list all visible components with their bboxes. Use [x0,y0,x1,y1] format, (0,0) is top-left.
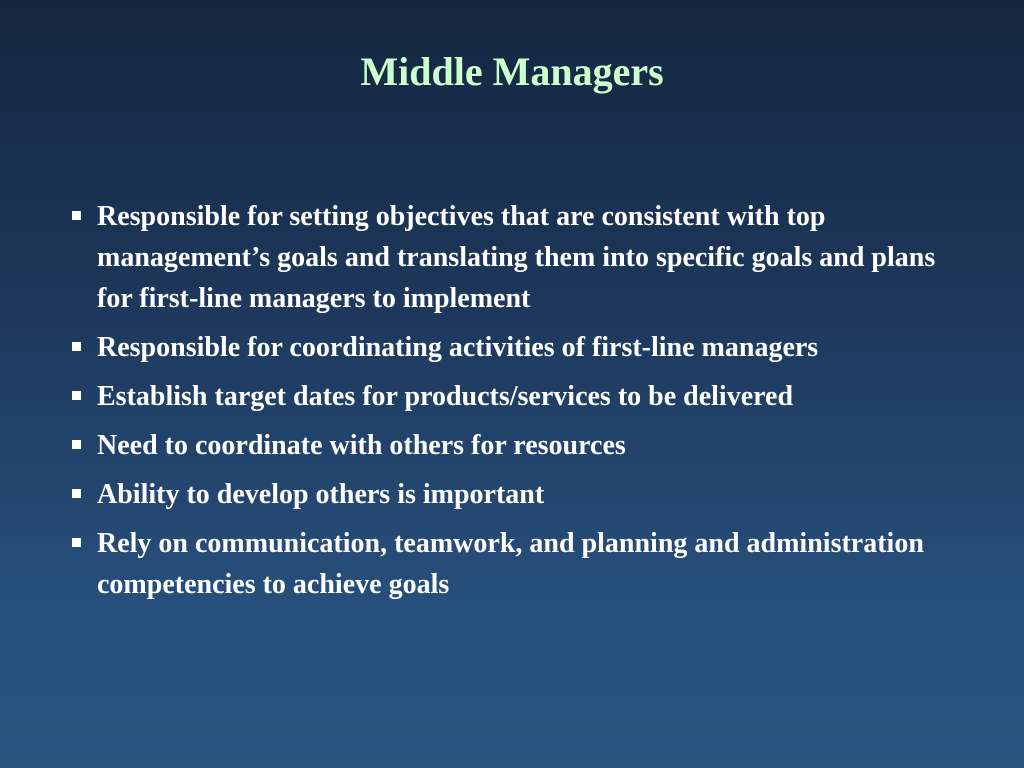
bullet-item [72,474,956,515]
bullet-text: Responsible for coordinating activities of first-line managers [97,332,819,363]
square-bullet-icon [72,489,81,498]
square-bullet-icon [72,342,81,351]
square-bullet-icon [72,391,81,400]
bullet-text: Rely on communication, teamwork, and planning and administration competencies to achieve goals [97,528,924,600]
bullet-item [72,327,956,368]
bullet-text: Responsible for setting objectives that are consistent with top management’s goals and translating them into specific goals and plans for first-line managers to implement [97,201,936,314]
bullet-list [72,196,956,613]
bullet-item [72,196,956,319]
bullet-item [72,523,956,605]
bullet-text: Establish target dates for products/services to be delivered [97,381,794,412]
square-bullet-icon [72,538,81,547]
bullet-text: Ability to develop others is important [97,479,545,510]
square-bullet-icon [72,211,81,220]
bullet-item [72,376,956,417]
square-bullet-icon [72,440,81,449]
bullet-text: Need to coordinate with others for resources [97,430,626,461]
bullet-item [72,425,956,466]
slide-title: Middle Managers [360,49,664,94]
